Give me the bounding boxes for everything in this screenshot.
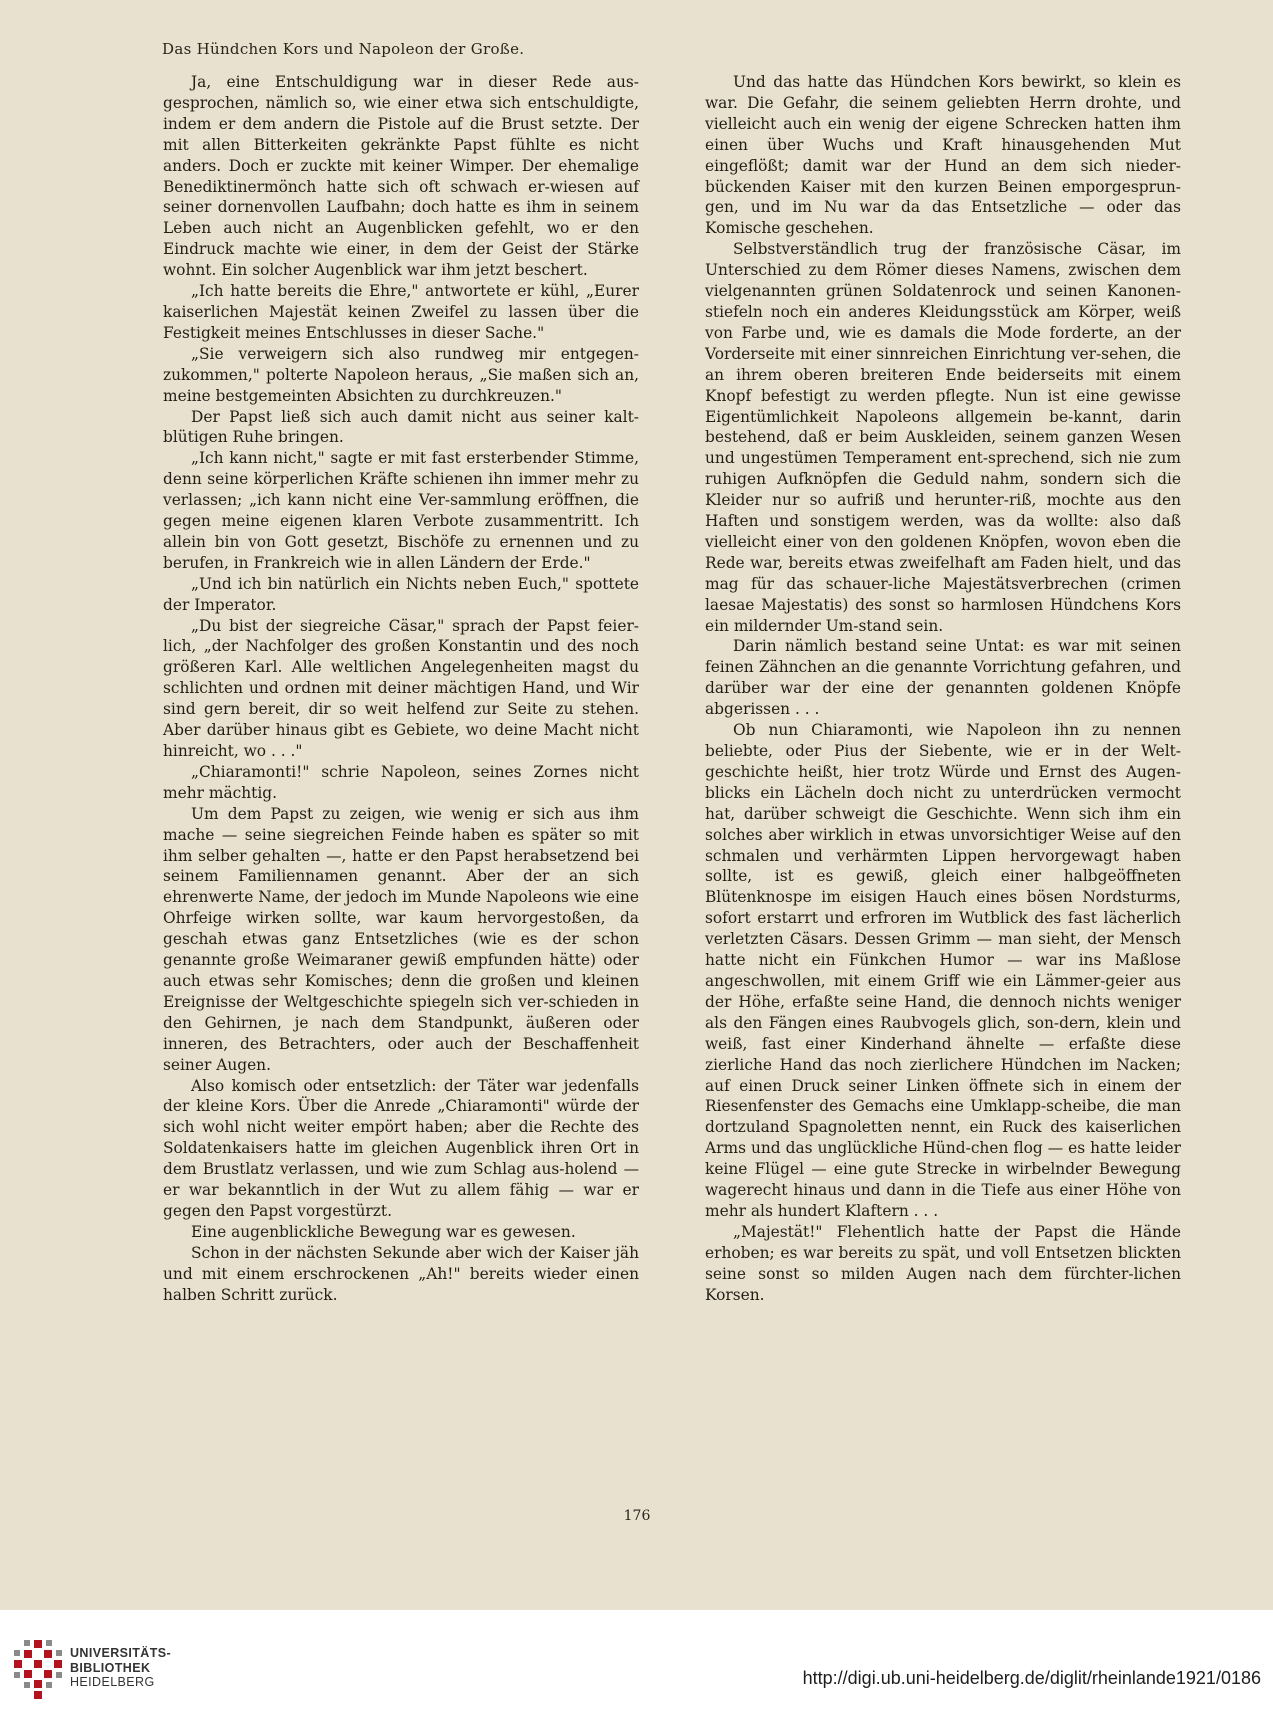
page-number: 176 bbox=[623, 1508, 651, 1524]
footer-bar bbox=[0, 1610, 1273, 1732]
paragraph: Selbstverständlich trug der französische Cäsar, im Unterschied zu dem Römer dieses Namens, zwischen dem vielgenannten grünen Soldatenrock und seinen Kanonen-stiefeln noch ein anderes Kleidungsstück am Körper, weiß von Farbe und, wie es damals die Mode forderte, an der Vorderseite mit einer sinnreichen Einrichtung ver-sehen, die an ihrem oberen breiteren Ende beiderseits mit einem Knopf befestigt zu werden pflegte. Nun ist eine gewisse Eigentümlichkeit Napoleons allgemein be-kannt, darin bestehend, daß er beim Auskleiden, seinem ganzen Wesen und ungestümen Temperament ent-sprechend, sich nie zum ruhigen Aufknöpfen die Geduld nahm, sondern sich die Kleider nur so aufriß und herunter-riß, mochte aus den Haften und sonstigem werden, was da wollte: also daß vielleicht einer von den goldenen Knöpfen, wovon eben die Rede war, bereits etwas zweifelhaft am Faden hielt, und das mag für das schauer-liche Majestätsverbrechen (crimen laesae Majestatis) des sonst so harmlosen Hündchens Kors ein mildernder Um-stand sein. bbox=[705, 240, 1181, 635]
library-name-line: BIBLIOTHEK bbox=[70, 1660, 151, 1675]
paragraph: Schon in der nächsten Sekunde aber wich der Kaiser jäh und mit einem erschrockenen „Ah!" bereits wieder einen halben Schritt zurück. bbox=[163, 1243, 639, 1304]
source-url: http://digi.ub.uni-heidelberg.de/diglit/rheinlande1921/0186 bbox=[802, 1668, 1261, 1688]
paragraph: Eine augenblickliche Bewegung war es gewesen. bbox=[191, 1222, 576, 1241]
paragraph: Ob nun Chiaramonti, wie Napoleon ihn zu nennen beliebte, oder Pius der Siebente, wie er in der Welt-geschichte heißt, hier trotz Würde und Ernst des Augen-blicks ein Lächeln doch nicht zu unterdrücken vermocht hat, darüber schweigt die Geschichte. Wenn sich ihm ein solches aber wirklich in etwas unvorsichtiger Weise auf den schmalen und verhärmten Lippen hervorgewagt haben sollte, ist es gewiß, gleich einer halbgeöffneten Blütenknospe im eisigen Hauch eines bösen Nordsturms, sofort erstarrt und erfroren im Wutblick des fast lächerlich verletzten Cäsars. Dessen Grimm — man sieht, der Mensch hatte nicht ein Fünkchen Humor — war ins Maßlose angeschwollen, mit einem Griff wie ein Lämmer-geier aus der Höhe, erfaßte seine Hand, die dennoch nichts weniger als den Fängen eines Raubvogels glich, son-dern, klein und weiß, fast einer Kinderhand ähnelte — erfaßte diese zierliche Hand das noch zierlichere Hündchen im Nacken; auf einen Druck seiner Linken öffnete sich in einem der Riesenfenster des Gemachs eine Umklapp-scheibe, die man dortzuland Spagnoletten nennt, ein Ruck des kaiserlichen Arms und das unglückliche Hünd-chen flog — es hatte leider keine Flügel — eine gute Strecke in wirbelnder Bewegung wagerecht hinaus und dann in die Tiefe aus einer Höhe von mehr als hundert Klaftern . . . bbox=[705, 721, 1181, 1220]
paragraph: Um dem Papst zu zeigen, wie wenig er sich aus ihm mache — seine siegreichen Feinde haben es später so mit ihm selber gehalten —, hatte er den Papst herabsetzend bei seinem Familiennamen genannt. Aber der an sich ehrenwerte Name, der jedoch im Munde Napoleons wie eine Ohrfeige wirken sollte, war kaum hervorgestoßen, da geschah etwas ganz Entsetzliches (wie es der schon genannte große Weimaraner gewiß empfunden hätte) oder auch etwas sehr Komisches; denn die großen und kleinen Ereignisse der Weltgeschichte spiegeln sich ver-schieden in den Gehirnen, je nach dem Standpunkt, äußeren oder inneren, des Betrachters, oder auch der Beschaffenheit seiner Augen. bbox=[163, 804, 639, 1074]
paragraph: Ja, eine Entschuldigung war in dieser Rede aus-gesprochen, nämlich so, wie einer etwa sich entschuldigte, indem er dem andern die Pistole auf die Brust setzte. Der mit allen Bitterkeiten gekränkte Papst fühlte es nicht anders. Doch er zuckte mit keiner Wimper. Der ehemalige Benediktinermönch hatte sich oft schwach er-wiesen auf seiner dornenvollen Laufbahn; doch hatte es ihm in seinem Leben auch nicht an Augenblicken gefehlt, wo er den Eindruck machte wie einer, in dem der Geist der Stärke wohnt. Ein solcher Augenblick war ihm jetzt beschert. bbox=[163, 73, 639, 280]
paragraph: Also komisch oder entsetzlich: der Täter war jedenfalls der kleine Kors. Über die Anrede „Chiaramonti" würde der sich wohl nicht weiter empört haben; aber die Rechte des Soldatenkaisers hatte im gleichen Augenblick ihren Ort in dem Brustlatz verlassen, und wie zum Schlag aus-holend — er war bekanntlich in der Wut zu allem fähig — war er gegen den Papst vorgestürzt. bbox=[163, 1076, 639, 1220]
paragraph: „Du bist der siegreiche Cäsar," sprach der Papst feier-lich, „der Nachfolger des großen Konstantin und des noch größeren Karl. Alle weltlichen Angelegenheiten magst du schlichten und ordnen mit deiner mächtigen Hand, und Wir sind gern bereit, dir so weit helfend zur Seite zu stehen. Aber darüber hinaus gibt es Gebiete, wo deine Macht nicht hinreicht, wo . . ." bbox=[163, 616, 639, 760]
running-head: Das Hündchen Kors und Napoleon der Große. bbox=[162, 40, 525, 58]
paragraph: „Chiaramonti!" schrie Napoleon, seines Zornes nicht mehr mächtig. bbox=[163, 762, 639, 802]
library-name bbox=[70, 1646, 171, 1690]
library-name-line: UNIVERSITÄTS- bbox=[70, 1646, 172, 1660]
paragraph: Darin nämlich bestand seine Untat: es war mit seinen feinen Zähnchen an die genannte Vorrichtung gefahren, und darüber war der eine der genannten goldenen Knöpfe abgerissen . . . bbox=[705, 637, 1181, 719]
paragraph: Und das hatte das Hündchen Kors bewirkt, so klein es war. Die Gefahr, die seinem geliebten Herrn drohte, und vielleicht auch ein wenig der eigene Schrecken hatten ihm einen über Wuchs und Kraft hinausgehenden Mut eingeflößt; damit war der Hund an dem sich nieder-bückenden Kaiser mit den kurzen Beinen emporgesprun-gen, und im Nu war da das Entsetzliche — oder das Komische geschehen. bbox=[705, 73, 1181, 238]
paragraph: „Sie verweigern sich also rundweg mir entgegen-zukommen," polterte Napoleon heraus, „Sie maßen sich an, meine bestgemeinten Absichten zu durchkreuzen." bbox=[163, 344, 639, 405]
right-column bbox=[705, 72, 1181, 1305]
paragraph: „Und ich bin natürlich ein Nichts neben Euch," spottete der Imperator. bbox=[163, 574, 639, 614]
paragraph: „Ich kann nicht," sagte er mit fast ersterbender Stimme, denn seine körperlichen Kräfte schienen ihn immer mehr zu verlassen; „ich kann nicht eine Ver-sammlung eröffnen, die gegen meine eigenen klaren Verbote zusammentritt. Ich allein bin von Gott gesetzt, Bischöfe zu ernennen und zu berufen, in Frankreich wie in allen Ländern der Erde." bbox=[163, 449, 639, 572]
university-seal-icon bbox=[12, 1638, 64, 1702]
library-name-line: HEIDELBERG bbox=[70, 1675, 155, 1689]
paragraph: Der Papst ließ sich auch damit nicht aus seiner kalt-blütigen Ruhe bringen. bbox=[163, 407, 639, 447]
paragraph: „Majestät!" Flehentlich hatte der Papst die Hände erhoben; es war bereits zu spät, und voll Entsetzen blickten seine sonst so milden Augen nach dem fürchter-lichen Korsen. bbox=[705, 1222, 1181, 1304]
left-column bbox=[163, 72, 639, 1305]
paragraph: „Ich hatte bereits die Ehre," antwortete er kühl, „Eurer kaiserlichen Majestät keinen Zweifel zu lassen über die Festigkeit meines Entschlusses in dieser Sache." bbox=[163, 282, 639, 342]
